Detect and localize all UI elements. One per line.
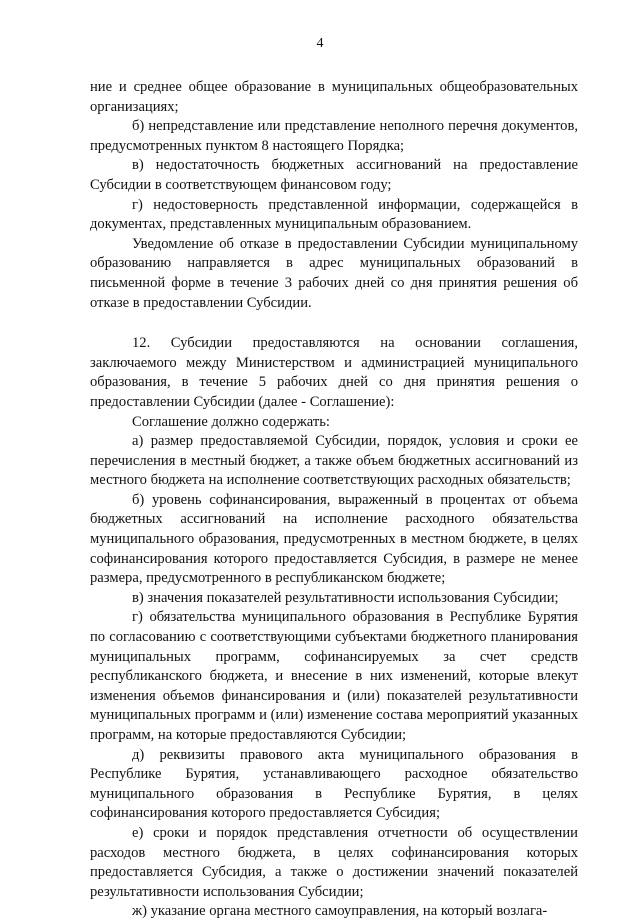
paragraph-agreement-contents: Соглашение должно содержать: xyxy=(132,413,330,430)
paragraph-item-g-obligations: г) обязательства муниципального образования в Республике Бурятия по согласованию с соответствующими субъектами бюджетного планирования муниципальных программ, софинансируемых за счет средств республиканского бюджета, и внесение в них изменений, которые влекут изменения объемов финансирования и (или) показателей результативности муниципальных программ и (или) изменение состава мероприятий указанных программ, на которые предоставляются Субсидии; xyxy=(90,609,578,743)
page-number: 4 xyxy=(316,36,324,51)
paragraph-gap xyxy=(90,313,578,334)
paragraph-item-v: в) недостаточность бюджетных ассигнований на предоставление Субсидии в соответствующем финансовом году; xyxy=(90,157,578,193)
paragraph-item-b: б) непредставление или представление неполного перечня документов, предусмотренных пунктом 8 настоящего Порядка; xyxy=(90,118,578,154)
paragraph-continuation: ние и среднее общее образование в муниципальных общеобразовательных организациях; xyxy=(90,79,578,115)
paragraph-item-a: а) размер предоставляемой Субсидии, порядок, условия и сроки ее перечисления в местный бюджет, а также объем бюджетных ассигнований из местного бюджета на исполнение соответствующих расходных обязательств; xyxy=(90,433,578,489)
paragraph-item-v-indicators: в) значения показателей результативности использования Субсидии; xyxy=(132,589,559,606)
paragraph-item-b-cofinancing: б) уровень софинансирования, выраженный в процентах от объема бюджетных ассигнований на исполнение расходного обязательства муниципального образования, предусмотренных в местном бюджете, в целях софинансирования которого предоставляется Субсидия, в размере не менее размера, предусмотренного в республиканском бюджете; xyxy=(90,491,578,587)
paragraph-item-zh-authority: ж) указание органа местного самоуправления, на который возлага- xyxy=(132,903,548,920)
paragraph-item-e-reporting: е) сроки и порядок представления отчетности об осуществлении расходов местного бюджета, в целях софинансирования которых предоставляется Субсидия, а также о достижении значений показателей результативности использования Субсидии; xyxy=(90,824,578,900)
paragraph-item-d-legal-act: д) реквизиты правового акта муниципального образования в Республике Бурятия, устанавливающего расходное обязательство муниципального образования в Республике Бурятия, в целях софинансирования которого предоставляется Субсидия; xyxy=(90,746,578,822)
document-body xyxy=(90,78,578,922)
paragraph-refusal-notice: Уведомление об отказе в предоставлении Субсидии муниципальному образованию направляется в адрес муниципальных образований в письменной форме в течение 3 рабочих дней со дня принятия решения об отказе в предоставлении Субсидии. xyxy=(90,235,578,311)
paragraph-clause-12: 12. Субсидии предоставляются на основании соглашения, заключаемого между Министерством и администрацией муниципального образования, в течение 5 рабочих дней со дня принятия решения о предоставлении Субсидии (далее - Соглашение): xyxy=(90,335,578,410)
paragraph-item-g: г) недостоверность представленной информации, содержащейся в документах, представленных муниципальным образованием. xyxy=(90,196,578,233)
